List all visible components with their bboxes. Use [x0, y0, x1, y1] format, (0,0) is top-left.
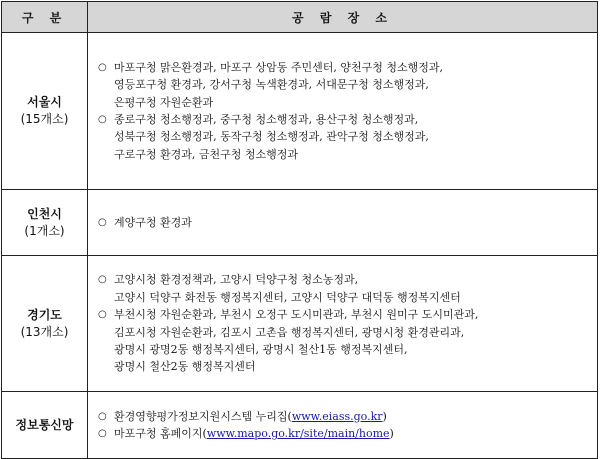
circle-bullet-icon: ○ — [98, 274, 107, 286]
region-count: (1개소) — [24, 223, 65, 238]
circle-bullet-icon: ○ — [98, 61, 107, 73]
region-name: 서울시 — [27, 95, 62, 109]
region-name: 경기도 — [27, 307, 62, 322]
header-row — [2, 2, 598, 33]
region-count: (15개소) — [20, 112, 69, 126]
location-line: 마포구청 맑은환경과, 마포구 상암동 주민센터, 양천구청 청소행정과, — [114, 60, 443, 74]
region-name: 인천시 — [27, 206, 62, 221]
circle-bullet-icon: ○ — [98, 410, 107, 422]
location-line: 고양시 덕양구 화전동 행정복지센터, 고양시 덕양구 대덕동 행정복지센터 — [114, 290, 461, 304]
location-item — [96, 214, 589, 231]
region-name: 정보통신망 — [15, 417, 74, 432]
location-line: 김포시청 자원순환과, 김포시 고촌읍 행정복지센터, 광명시청 환경관리과, — [114, 325, 465, 339]
row-info-network — [2, 392, 598, 459]
region-count: (13개소) — [20, 324, 69, 339]
location-line: 광명시 광명2동 행정복지센터, 광명시 철산1동 행정복지센터, — [114, 342, 408, 356]
region-cell — [2, 392, 88, 459]
location-line: 영등포구청 환경과, 강서구청 녹색환경과, 서대문구청 청소행정과, — [114, 78, 429, 92]
location-line: 성북구청 청소행정과, 동작구청 청소행정과, 관악구청 청소행정과, — [114, 130, 429, 144]
region-cell — [2, 33, 88, 190]
circle-bullet-icon: ○ — [98, 428, 107, 439]
location-line: 종로구청 청소행정과, 중구청 청소행정과, 용산구청 청소행정과, — [114, 113, 419, 126]
location-cell — [88, 33, 598, 190]
location-line: 계양구청 환경과 — [114, 215, 192, 229]
inspection-locations-table — [1, 1, 598, 459]
header-location: 공 람 장 소 — [88, 2, 598, 33]
location-item: ○ 환경영향평가정보지원시스템 누리집(www.eiass.go.kr) — [96, 408, 589, 425]
location-item — [96, 306, 589, 376]
region-cell — [2, 256, 88, 392]
location-item — [96, 111, 589, 163]
site-label: 마포구청 홈페이지( — [114, 427, 207, 440]
location-line: 부천시청 자원순환과, 부천시 오정구 도시미관과, 부천시 원미구 도시미관과, — [114, 308, 479, 322]
location-item — [96, 59, 589, 111]
region-cell — [2, 190, 88, 256]
location-item — [96, 271, 589, 306]
location-cell — [88, 190, 598, 256]
location-line: 광명시 철산2동 행정복지센터 — [114, 360, 256, 374]
row-seoul — [2, 33, 598, 190]
location-line: 고양시청 환경정책과, 고양시 덕양구청 청소농정과, — [114, 273, 359, 287]
site-label: 환경영향평가정보지원시스템 누리집( — [114, 409, 292, 423]
location-line: 구로구청 환경과, 금천구청 청소행정과 — [114, 147, 299, 161]
mapo-homepage-link[interactable]: www.mapo.go.kr/site/main/home — [206, 427, 390, 440]
header-region: 구 분 — [2, 2, 88, 33]
circle-bullet-icon: ○ — [98, 309, 107, 321]
circle-bullet-icon: ○ — [98, 216, 107, 228]
location-line: 은평구청 자원순환과 — [114, 95, 214, 109]
circle-bullet-icon: ○ — [98, 114, 107, 125]
location-cell — [88, 392, 598, 459]
row-incheon — [2, 190, 598, 256]
location-item: ○ 마포구청 홈페이지(www.mapo.go.kr/site/main/home) — [96, 425, 589, 442]
location-cell — [88, 256, 598, 392]
eiass-link[interactable]: www.eiass.go.kr — [291, 409, 383, 423]
row-gyeonggi — [2, 256, 598, 392]
